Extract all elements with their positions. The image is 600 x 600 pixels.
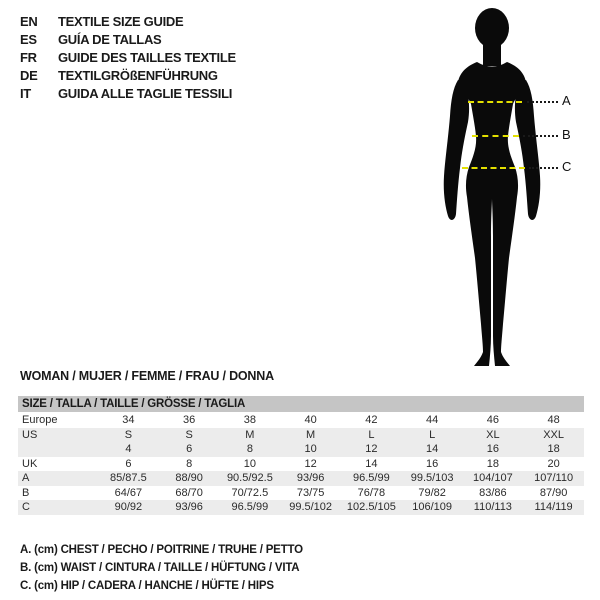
table-cell: 8 — [246, 443, 253, 456]
marker-label-b: B — [562, 127, 571, 142]
language-label: GUIDA ALLE TAGLIE TESSILI — [58, 85, 233, 101]
marker-label-a: A — [562, 93, 571, 108]
table-row-us-numeric — [18, 442, 584, 457]
table-cell: 99.5/102 — [289, 501, 333, 514]
table-cell: XL — [486, 428, 500, 441]
table-cell: 40 — [304, 414, 317, 427]
language-row-it — [20, 84, 236, 102]
table-cell: 76/78 — [357, 486, 386, 499]
language-code: FR — [20, 49, 37, 65]
row-label: US — [22, 428, 38, 441]
table-cell: 6 — [125, 457, 132, 470]
table-cell: 93/96 — [296, 472, 325, 485]
table-cell: 96.5/99 — [353, 472, 390, 485]
table-cell: L — [429, 428, 436, 441]
measure-leader-a — [527, 101, 558, 103]
silhouette-shape — [444, 8, 541, 366]
table-row-b — [18, 486, 584, 501]
table-row-europe — [18, 413, 584, 428]
table-cell: 79/82 — [418, 486, 446, 499]
table-cell: 42 — [365, 414, 378, 427]
table-cell: 16 — [486, 443, 499, 456]
table-cell: S — [185, 428, 193, 441]
legend-line-b: B. (cm) WAIST / CINTURA / TAILLE / HÜFTUNG / VITA — [20, 562, 300, 574]
size-table-header: SIZE / TALLA / TAILLE / GRÖSSE / TAGLIA — [18, 396, 584, 412]
table-cell: 34 — [122, 414, 135, 427]
marker-label-c: C — [562, 159, 572, 174]
woman-silhouette-graphic — [430, 4, 554, 370]
language-row-en — [20, 12, 236, 30]
row-label: C — [22, 501, 30, 514]
measure-leader-b — [523, 135, 558, 137]
language-row-fr — [20, 48, 236, 66]
measure-dash-b — [472, 135, 519, 137]
table-cell: 16 — [426, 457, 439, 470]
table-cell: 110/113 — [473, 501, 512, 514]
table-cell: 96.5/99 — [231, 501, 269, 514]
table-cell: 14 — [426, 443, 439, 456]
table-cell: 38 — [243, 414, 256, 427]
table-cell: 99.5/103 — [410, 472, 454, 485]
table-cell: 88/90 — [175, 472, 203, 485]
table-row-us — [18, 428, 584, 443]
language-row-es — [20, 30, 236, 48]
table-cell: 6 — [186, 443, 193, 456]
table-cell: 104/107 — [472, 472, 513, 485]
woman-silhouette — [430, 4, 554, 370]
table-cell: 107/110 — [534, 472, 574, 485]
table-cell: 46 — [486, 414, 499, 427]
table-cell: 44 — [426, 414, 439, 427]
table-cell: 87/90 — [539, 486, 568, 499]
row-label: B — [22, 486, 30, 499]
language-label: TEXTILE SIZE GUIDE — [58, 13, 184, 29]
size-table — [18, 396, 584, 515]
table-row-c — [18, 500, 584, 515]
legend-line-a: A. (cm) CHEST / PECHO / POITRINE / TRUHE / PETTO — [20, 544, 303, 556]
row-label: UK — [22, 457, 38, 470]
table-cell: 106/109 — [412, 501, 452, 514]
language-list — [20, 12, 236, 102]
language-row-de — [20, 66, 236, 84]
table-cell: L — [368, 428, 375, 441]
language-code: ES — [20, 31, 37, 47]
table-cell: 68/70 — [175, 486, 203, 499]
table-cell: 70/72.5 — [231, 486, 269, 499]
language-label: GUÍA DE TALLAS — [58, 31, 162, 47]
measurement-legend — [20, 544, 303, 598]
table-cell: 85/87.5 — [110, 472, 147, 485]
table-cell: 20 — [547, 457, 560, 470]
table-row-a — [18, 471, 584, 486]
measure-leader-c — [529, 167, 558, 169]
language-code: EN — [20, 13, 38, 29]
table-cell: 48 — [547, 414, 560, 427]
language-code: IT — [20, 85, 31, 101]
table-cell: 12 — [365, 443, 378, 456]
language-label: TEXTILGRÖßENFÜHRUNG — [58, 67, 218, 83]
table-cell: 36 — [183, 414, 196, 427]
table-cell: M — [245, 428, 255, 441]
table-cell: 10 — [304, 443, 317, 456]
table-cell: S — [124, 428, 133, 441]
table-cell: 64/67 — [114, 486, 143, 499]
table-cell: 18 — [547, 443, 560, 456]
table-cell: 83/86 — [479, 486, 507, 499]
measure-dash-a — [468, 101, 522, 103]
row-label: Europe — [22, 414, 58, 427]
language-label: GUIDE DES TAILLES TEXTILE — [58, 49, 236, 65]
table-cell: 18 — [486, 457, 499, 470]
table-cell: 12 — [304, 457, 317, 470]
table-cell: 10 — [243, 457, 256, 470]
section-title: WOMAN / MUJER / FEMME / FRAU / DONNA — [20, 369, 274, 383]
table-cell: XXL — [543, 428, 565, 441]
table-cell: 14 — [365, 457, 378, 470]
table-cell: 93/96 — [175, 501, 203, 514]
table-cell: 90.5/92.5 — [226, 472, 273, 485]
table-cell: 4 — [125, 443, 132, 456]
table-cell: 114/119 — [534, 501, 573, 514]
measure-dash-c — [462, 167, 525, 169]
language-code: DE — [20, 67, 38, 83]
table-cell: 102.5/105 — [346, 501, 396, 514]
table-cell: 90/92 — [114, 501, 143, 514]
row-label: A — [22, 472, 30, 485]
table-cell: 8 — [186, 457, 193, 470]
table-cell: 73/75 — [296, 486, 325, 499]
table-cell: M — [306, 428, 316, 441]
legend-line-c: C. (cm) HIP / CADERA / HANCHE / HÜFTE / HIPS — [20, 580, 274, 592]
size-table-body — [18, 413, 584, 515]
table-row-uk — [18, 457, 584, 472]
